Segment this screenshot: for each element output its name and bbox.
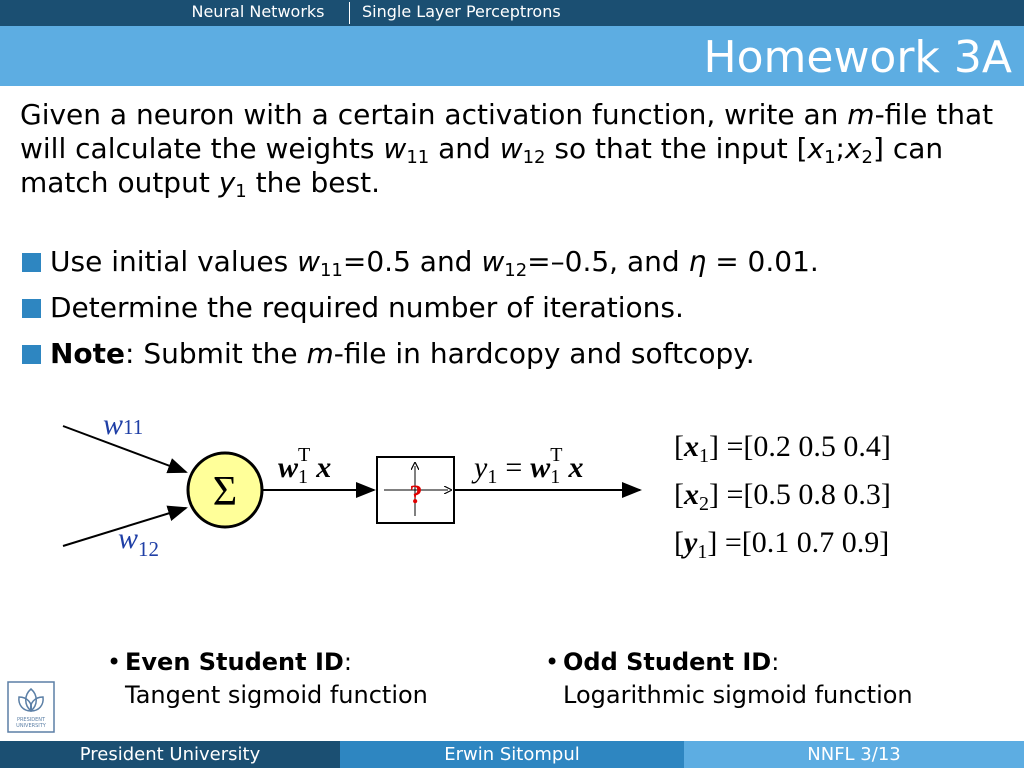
- intro-w: w: [499, 132, 523, 165]
- odd-student-label: Odd Student ID: [563, 648, 772, 676]
- footer-bar: [0, 741, 1024, 768]
- intro-sub: 1: [824, 147, 836, 168]
- intro-sub: 11: [406, 147, 430, 168]
- breadcrumb-topic: Single Layer Perceptrons: [362, 2, 561, 21]
- intro-x: x: [844, 132, 862, 165]
- bullet-sub: 12: [504, 260, 528, 281]
- bullet-text: =–0.5, and: [527, 245, 689, 278]
- odd-student-label-line: [545, 646, 913, 679]
- intro-w: w: [383, 132, 407, 165]
- slide-title: Homework 3A: [703, 32, 1012, 83]
- intro-sub: 2: [861, 147, 873, 168]
- bullet-m: m: [306, 337, 334, 370]
- even-student-label: Even Student ID: [125, 648, 344, 676]
- bullet-text: : Submit the: [125, 337, 307, 370]
- unknown-activation-mark: ?: [409, 480, 423, 509]
- sigma-icon: Σ: [212, 469, 238, 515]
- odd-student-function: Logarithmic sigmoid function: [563, 681, 913, 709]
- intro-text: so that the input [: [545, 132, 808, 165]
- bullet-dot-icon: •: [107, 648, 122, 676]
- footer-institution: President University: [0, 741, 340, 768]
- even-student-label-line: [107, 646, 428, 679]
- weight-label-w11: w11: [103, 408, 144, 441]
- bullet-text: -file in hardcopy and softcopy.: [333, 337, 755, 370]
- even-student-option: [107, 646, 428, 712]
- colon: :: [343, 648, 352, 676]
- bullet-eta: η: [688, 245, 707, 278]
- intro-text: -file that will calculate the weights: [20, 98, 994, 165]
- odd-student-option: [545, 646, 913, 712]
- data-x1-row: $[x_1] =[0.2$ 0.5 0.4]: [674, 430, 891, 467]
- net-input-label: $w_1T$ x: [278, 444, 332, 488]
- weight-label-w12: $w_{12}$: [118, 522, 160, 561]
- breadcrumb-section: Neural Networks: [191, 2, 325, 21]
- bullet-w: w: [297, 245, 320, 278]
- footer-author: Erwin Sitompul: [340, 741, 684, 768]
- footer-slide-number: NNFL 3/13: [684, 741, 1024, 768]
- intro-text: ;: [835, 132, 845, 165]
- bullet-text: =0.5 and: [342, 245, 482, 278]
- intro-text: and: [429, 132, 500, 165]
- intro-x: x: [807, 132, 825, 165]
- bullet-text: Use initial values: [50, 245, 298, 278]
- bullet-text: = 0.01.: [706, 245, 819, 278]
- bullet-dot-icon: •: [545, 648, 560, 676]
- bullet-w: w: [481, 245, 505, 278]
- intro-text: the best.: [246, 166, 380, 199]
- intro-sub: 12: [522, 147, 546, 168]
- university-logo: [7, 681, 55, 733]
- bullet-text: Determine the required number of iterations.: [50, 291, 684, 324]
- even-student-function: Tangent sigmoid function: [125, 681, 428, 709]
- note-label: Note: [50, 337, 126, 370]
- intro-m: m: [847, 98, 875, 131]
- data-y1-row: $[y_1] =[0.1$ 0.7 0.9]: [674, 526, 890, 563]
- colon: :: [771, 648, 780, 676]
- bullet-sub: 11: [319, 260, 343, 281]
- output-equation: $y_1 = w_1T$ x: [474, 444, 584, 488]
- intro-text: Given a neuron with a certain activation function, write an: [20, 98, 848, 131]
- intro-y: y: [218, 166, 236, 199]
- intro-text: ] can match output: [20, 132, 944, 199]
- data-x2-row: $[x_2] =[0.5$ 0.8 0.3]: [674, 478, 891, 515]
- intro-sub: 1: [235, 181, 247, 202]
- svg-text:PRESIDENT: PRESIDENT: [16, 717, 46, 723]
- svg-text:UNIVERSITY: UNIVERSITY: [16, 723, 46, 729]
